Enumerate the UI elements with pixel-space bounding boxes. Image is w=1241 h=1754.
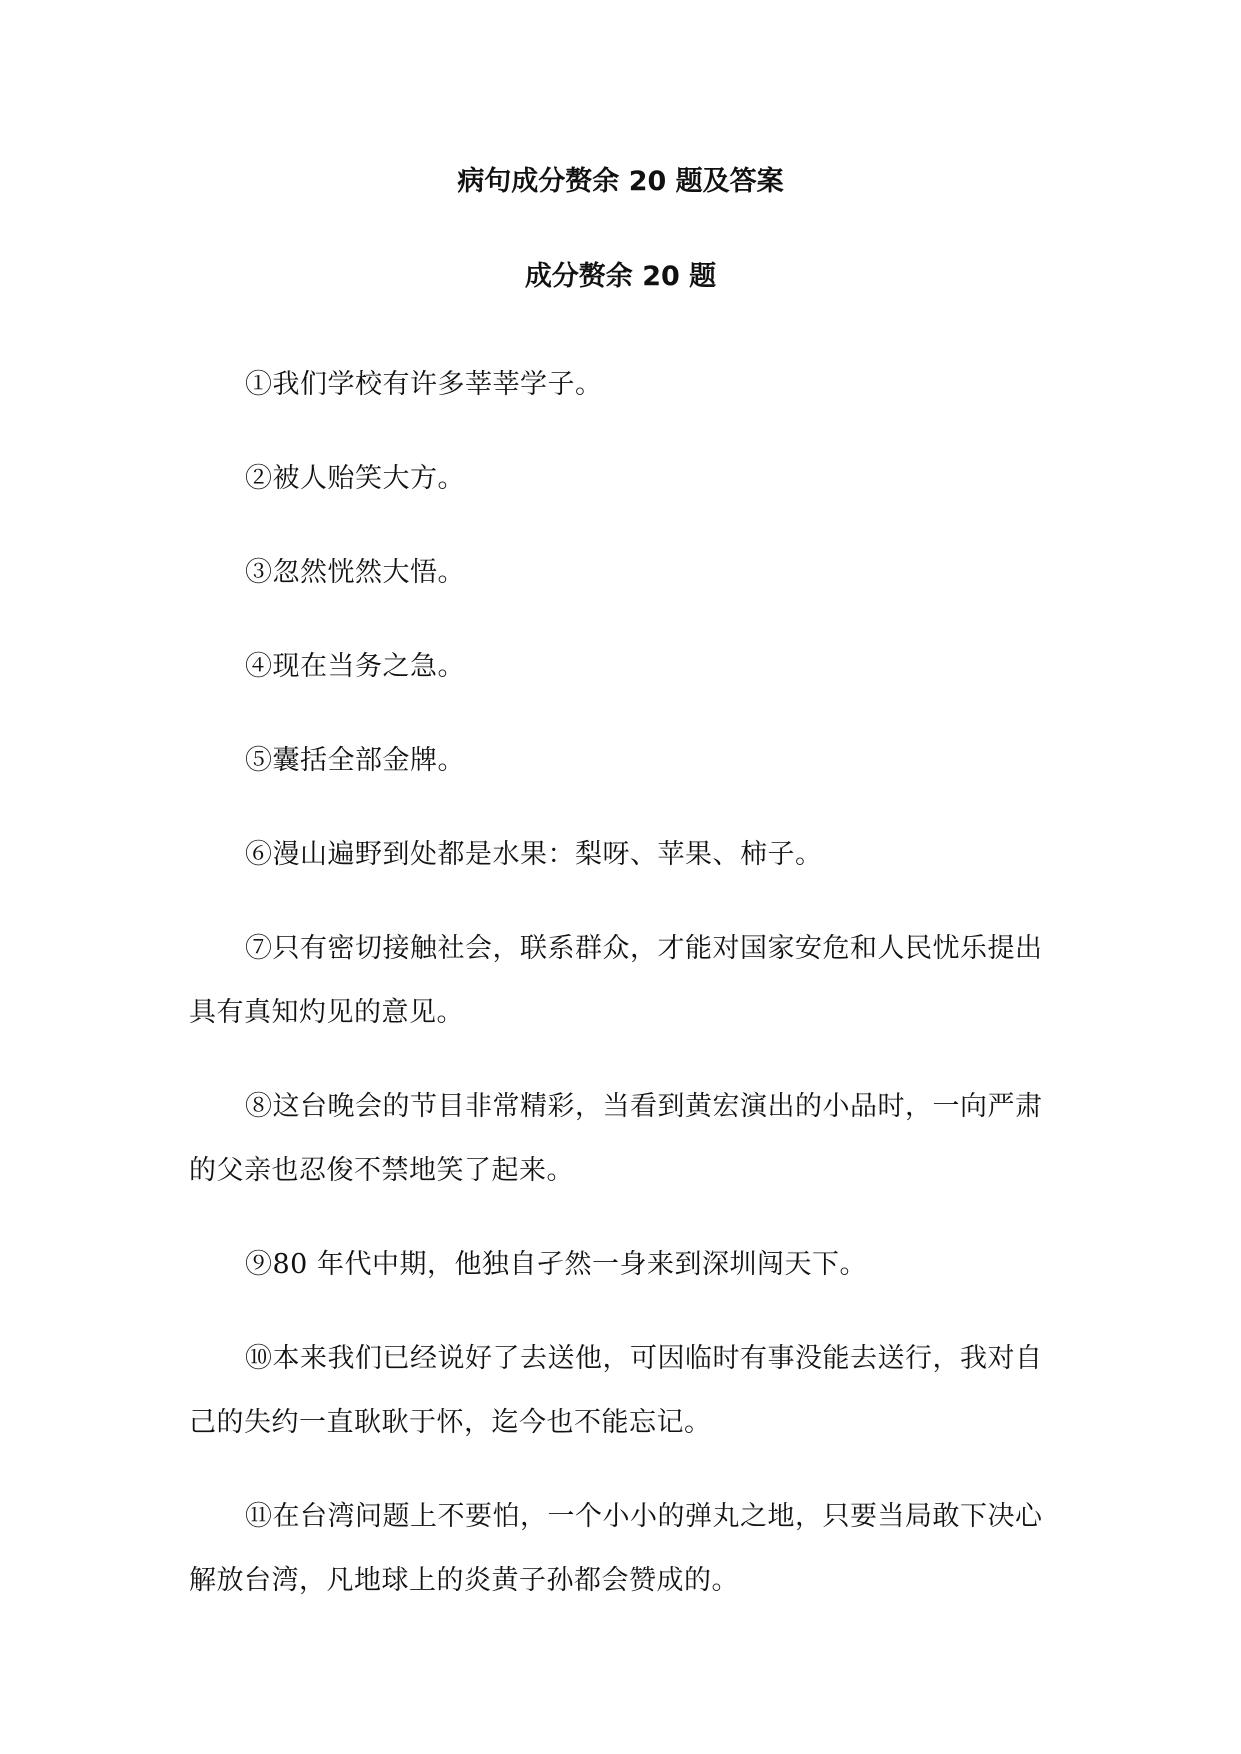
question-item-11: ⑪在台湾问题上不要怕，一个小小的弹丸之地，只要当局敢下决心解放台湾，凡地球上的炎黄子孙都会赞成的。 xyxy=(189,1501,1043,1596)
question-item-7: ⑦只有密切接触社会，联系群众，才能对国家安危和人民忧乐提出具有真知灼见的意见。 xyxy=(189,933,1043,1028)
question-item-1: ①我们学校有许多莘莘学子。 xyxy=(245,369,603,400)
question-item-2: ②被人贻笑大方。 xyxy=(245,463,465,494)
document-title: 病句成分赘余 20 题及答案 xyxy=(457,166,784,197)
section-title: 成分赘余 20 题 xyxy=(524,261,717,292)
question-item-9: ⑨80 年代中期，他独自孑然一身来到深圳闯天下。 xyxy=(245,1249,867,1280)
question-item-4: ④现在当务之急。 xyxy=(245,651,465,682)
question-item-10: ⑩本来我们已经说好了去送他，可因临时有事没能去送行，我对自己的失约一直耿耿于怀，迄今也不能忘记。 xyxy=(189,1343,1043,1438)
question-item-5: ⑤囊括全部金牌。 xyxy=(245,745,465,776)
question-item-3: ③忽然恍然大悟。 xyxy=(245,557,465,588)
question-item-8: ⑧这台晚会的节目非常精彩，当看到黄宏演出的小品时，一向严肃的父亲也忍俊不禁地笑了起来。 xyxy=(189,1091,1043,1186)
question-list xyxy=(189,353,1061,1643)
question-item-6: ⑥漫山遍野到处都是水果：梨呀、苹果、柿子。 xyxy=(245,839,823,870)
